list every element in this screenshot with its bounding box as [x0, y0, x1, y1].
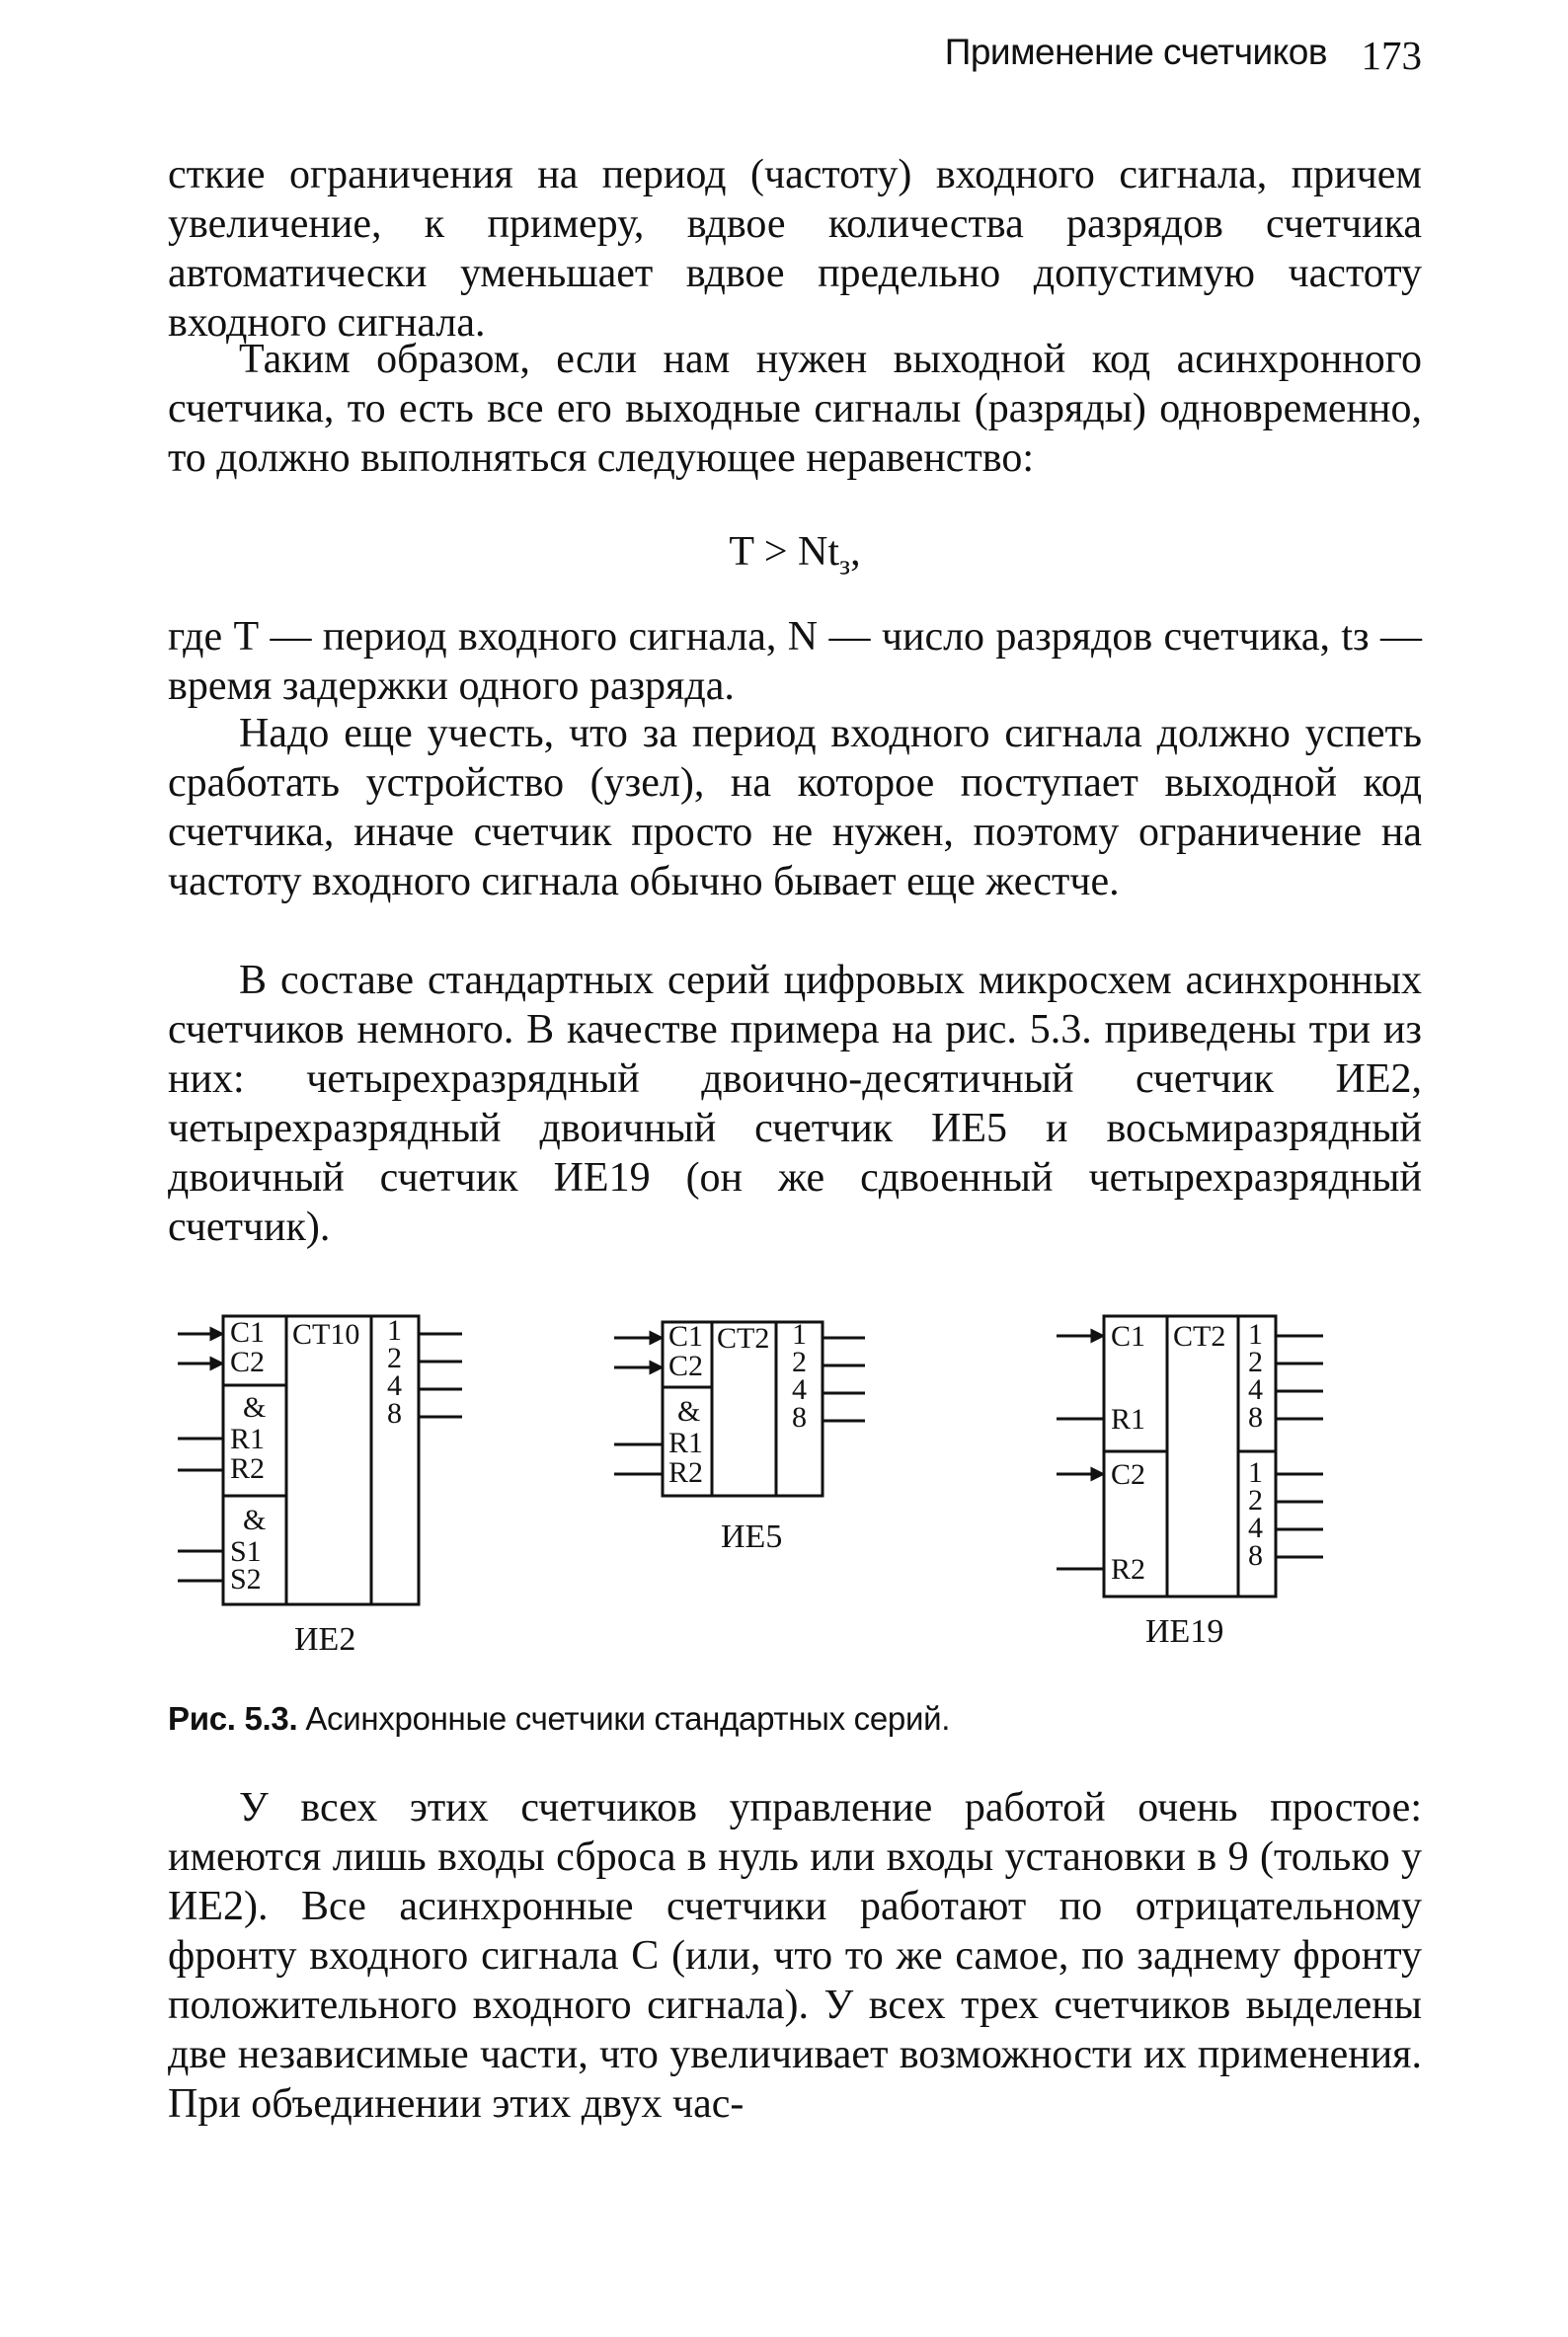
ie5-label-c2: C2 [668, 1350, 704, 1382]
formula-tail: , [850, 529, 861, 575]
paragraph-3: где Т — период входного сигнала, N — число разрядов счетчика, tз — время задержки одного разряда. [168, 614, 1422, 709]
ie2-output-1: 1 [387, 1314, 402, 1347]
ie5-label-and1: & [677, 1395, 701, 1428]
figure-5-3 [148, 1288, 1363, 1683]
page-header [168, 30, 1422, 89]
ie5-output-1: 1 [792, 1318, 807, 1351]
paragraph-6: У всех этих счетчиков управление работой очень простое: имеются лишь входы сброса в нуль или входы установки в 9 (только у ИЕ2). Все асинхронные счетчики работают по отрицательному фронту входного сигнала С (или, что то же самое, по заднему фронту положительного входного сигнала). У всех трех счетчиков выделены две независимые части, что увеличивает возможности их применения. При объединении этих двух час- [168, 1785, 1422, 2127]
ie5-label-r1: R1 [668, 1427, 704, 1459]
caption-label: Рис. 5.3. [168, 1700, 298, 1737]
ie2-label-and2: & [243, 1504, 267, 1536]
ie5-name: ИЕ5 [721, 1519, 783, 1555]
ie19-label-c1: C1 [1111, 1320, 1146, 1353]
ie2-label-s2: S2 [230, 1563, 262, 1596]
ie19-output-a8: 8 [1248, 1401, 1263, 1434]
ie2-label-and1: & [243, 1391, 267, 1424]
ie2-output-2: 2 [387, 1342, 402, 1374]
ie19-label-type: СТ2 [1173, 1320, 1226, 1353]
caption-text: Асинхронные счетчики стандартных серий. [305, 1700, 951, 1737]
ie2-label-type: СТ10 [292, 1318, 360, 1351]
ie19-output-b8: 8 [1248, 1539, 1263, 1572]
ie5-output-4: 4 [792, 1373, 807, 1406]
ie19-output-a1: 1 [1248, 1318, 1263, 1351]
formula-subscript: з [839, 550, 851, 582]
paragraph-5: В составе стандартных серий цифровых микросхем асинхронных счетчиков немного. В качестве примера на рис. 5.3. приведены три из них: четырехразрядный двоично-десятичный счетчик ИЕ2, четырехразрядный двоичный счетчик ИЕ5 и восьмиразрядный двоичный счетчик ИЕ19 (он же сдвоенный четырехразрядный счетчик). [168, 958, 1422, 1250]
ie2-label-s1: S1 [230, 1535, 262, 1568]
ie5-label-c1: C1 [668, 1320, 704, 1353]
ie5-output-8: 8 [792, 1401, 807, 1434]
running-title: Применение счетчиков [944, 32, 1327, 72]
inequality-formula [168, 528, 1422, 582]
ie2-name: ИЕ2 [294, 1621, 356, 1658]
ie2-label-c2: C2 [230, 1346, 266, 1378]
ie5-label-r2: R2 [668, 1456, 704, 1489]
paragraph-2: Таким образом, если нам нужен выходной код асинхронного счетчика, то есть все его выходные сигналы (разряды) одновременно, то должно выполняться следующее неравенство: [168, 337, 1422, 481]
page-number: 173 [1361, 33, 1422, 78]
ie19-label-r2: R2 [1111, 1553, 1146, 1586]
ie2-output-8: 8 [387, 1397, 402, 1430]
ie19-label-r1: R1 [1111, 1403, 1146, 1436]
ie19-output-a4: 4 [1248, 1373, 1263, 1406]
ie19-label-c2: C2 [1111, 1458, 1146, 1491]
figure-caption [168, 1700, 1422, 1738]
ie19-output-b2: 2 [1248, 1484, 1263, 1517]
paragraph-1: сткие ограничения на период (частоту) входного сигнала, причем увеличение, к примеру, вдвое количества разрядов счетчика автоматически уменьшает вдвое предельно допустимую частоту входного сигнала. [168, 152, 1422, 346]
ie19-name: ИЕ19 [1145, 1613, 1224, 1650]
ie2-counter [178, 1316, 462, 1604]
ie5-output-2: 2 [792, 1346, 807, 1378]
formula-main: T > Nt [729, 529, 840, 575]
ie19-output-a2: 2 [1248, 1346, 1263, 1378]
ie2-output-4: 4 [387, 1369, 402, 1402]
ie2-label-r2: R2 [230, 1452, 266, 1485]
ie19-counter [1057, 1316, 1323, 1597]
ie5-label-type: СТ2 [717, 1322, 770, 1355]
ie2-label-r1: R1 [230, 1423, 266, 1455]
paragraph-4: Надо еще учесть, что за период входного сигнала должно успеть сработать устройство (узел), на которое поступает выходной код счетчика, иначе счетчик просто не нужен, поэтому ограничение на частоту входного сигнала обычно бывает еще жестче. [168, 711, 1422, 904]
ie2-label-c1: C1 [230, 1316, 266, 1349]
counters-diagram [148, 1288, 1363, 1683]
ie19-output-b1: 1 [1248, 1456, 1263, 1489]
ie19-output-b4: 4 [1248, 1512, 1263, 1544]
